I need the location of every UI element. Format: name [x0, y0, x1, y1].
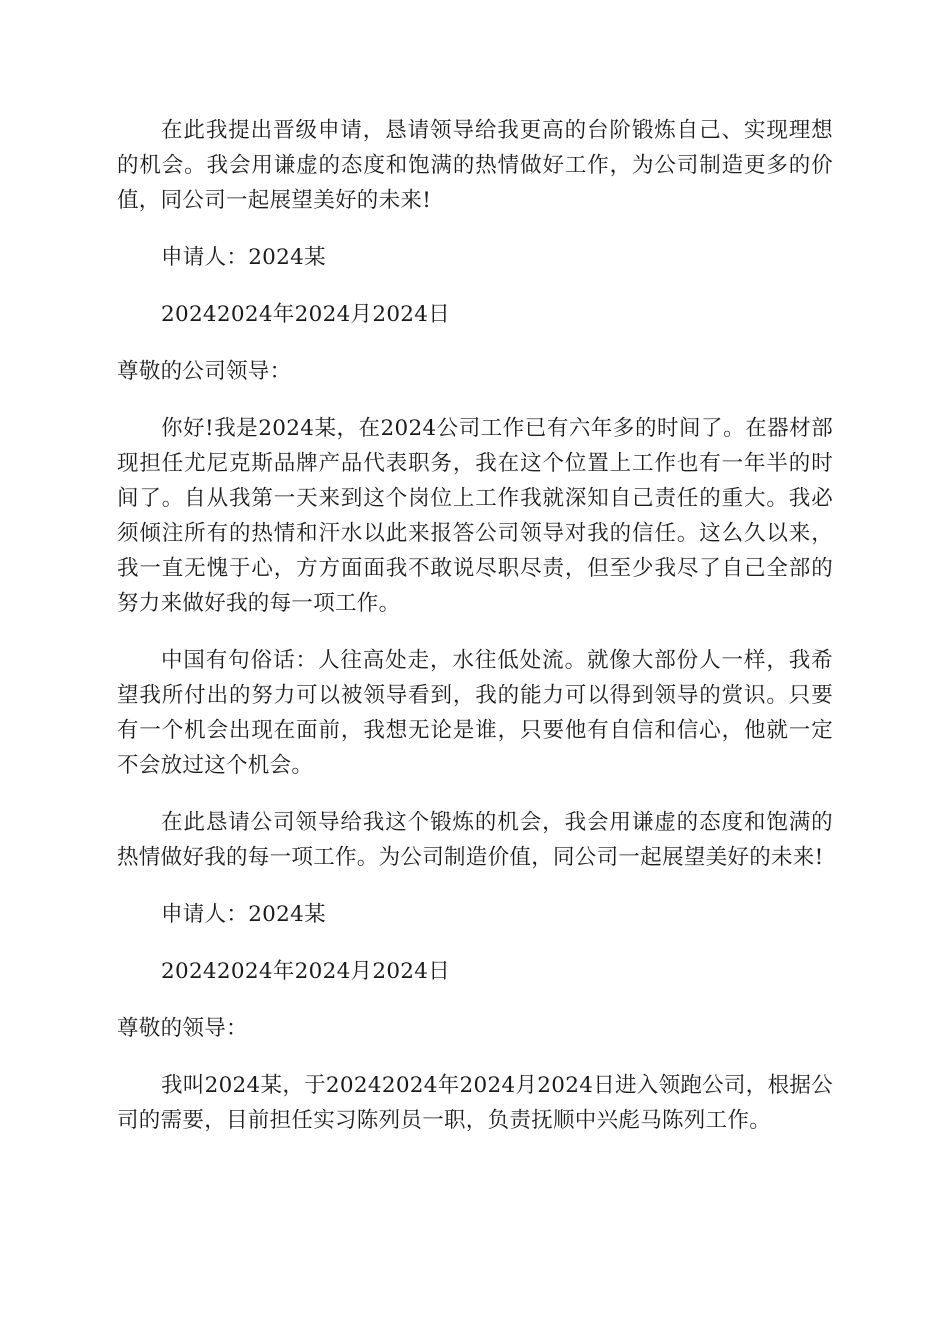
body-paragraph: 中国有句俗话：人往高处走，水往低处流。就像大部份人一样，我希望我所付出的努力可以被领导看到，我的能力可以得到领导的赏识。只要有一个机会出现在面前，我想无论是谁，只要他有自信和信心，他就一定不会放过这个机会。	[117, 648, 833, 778]
signature-applicant: 申请人：2024某	[161, 902, 326, 927]
body-paragraph: 在此我提出晋级申请，恳请领导给我更高的台阶锻炼自己、实现理想的机会。我会用谦虚的态度和饱满的热情做好工作，为公司制造更多的价值，同公司一起展望美好的未来!	[117, 118, 833, 213]
salutation: 尊敬的公司领导：	[117, 359, 292, 384]
signature-date: 20242024年2024月2024日	[161, 302, 451, 327]
body-paragraph: 我叫2024某，于20242024年2024月2024日进入领跑公司，根据公司的需要，目前担任实习陈列员一职，负责抚顺中兴彪马陈列工作。	[117, 1073, 833, 1133]
salutation: 尊敬的领导：	[117, 1016, 248, 1041]
signature-applicant: 申请人：2024某	[161, 245, 326, 270]
body-paragraph: 你好!我是2024某，在2024公司工作已有六年多的时间了。在器材部现担任尤尼克斯品牌产品代表职务，我在这个位置上工作也有一年半的时间了。自从我第一天来到这个岗位上工作我就深知自己责任的重大。我必须倾注所有的热情和汗水以此来报答公司领导对我的信任。这么久以来，我一直无愧于心，方方面面我不敢说尽职尽责，但至少我尽了自己全部的努力来做好我的每一项工作。	[117, 416, 833, 616]
body-paragraph: 在此恳请公司领导给我这个锻炼的机会，我会用谦虚的态度和饱满的热情做好我的每一项工作。为公司制造价值，同公司一起展望美好的未来!	[117, 810, 833, 870]
signature-date: 20242024年2024月2024日	[161, 959, 451, 984]
document-page	[117, 113, 833, 1160]
